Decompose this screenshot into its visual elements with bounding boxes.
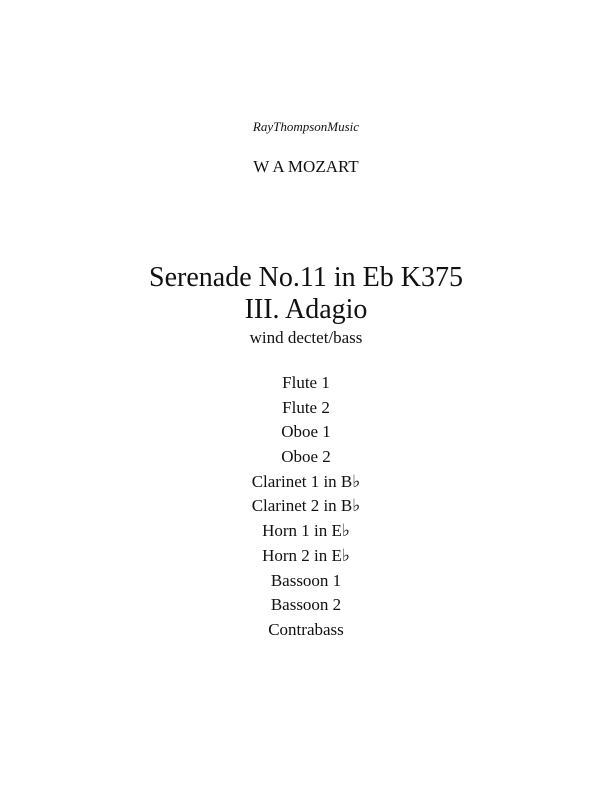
instrument-item: Bassoon 2	[270, 595, 342, 615]
instrument-item: Clarinet 2 in B♭	[251, 496, 361, 516]
scoring-label: wind dectet/bass	[249, 328, 363, 347]
instrument-item: Flute 2	[282, 397, 330, 417]
instrument-item: Bassoon 1	[270, 570, 342, 590]
instrument-item: Horn 2 in E♭	[262, 545, 350, 565]
instrument-item: Clarinet 1 in B♭	[251, 471, 361, 491]
instrument-item: Horn 1 in E♭	[262, 521, 350, 541]
work-title: Serenade No.11 in Eb K375	[149, 262, 463, 293]
instrument-item: Oboe 2	[281, 447, 331, 467]
movement-title: III. Adagio	[244, 294, 368, 325]
instrument-list	[0, 371, 612, 643]
composer-name: W A MOZART	[253, 157, 359, 176]
publisher-name: RayThompsonMusic	[252, 119, 360, 134]
instrument-item: Flute 1	[282, 373, 330, 392]
instrument-item: Oboe 1	[281, 422, 331, 442]
instrument-item: Contrabass	[268, 619, 344, 639]
